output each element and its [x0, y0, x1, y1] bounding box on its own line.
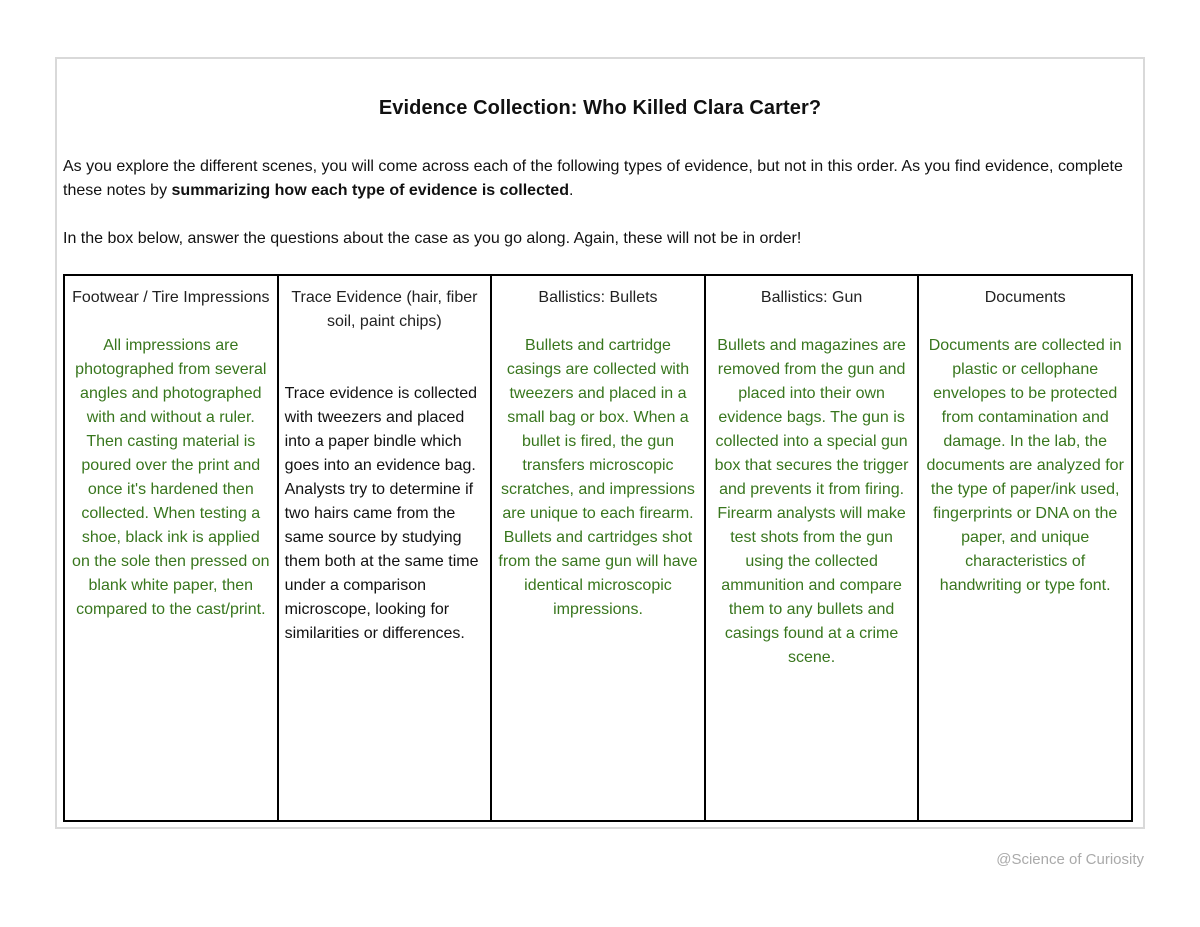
intro-instructions: In the box below, answer the questions about the case as you go along. Again, these will not be in order! — [63, 230, 802, 247]
worksheet-page — [55, 57, 1145, 829]
cell-spacer — [285, 334, 485, 382]
evidence-table — [63, 274, 1133, 822]
intro-paragraph — [63, 155, 1123, 203]
cell-footwear[interactable] — [64, 275, 278, 821]
credit-watermark: @Science of Curiosity — [996, 851, 1144, 868]
cell-ballistics-gun[interactable] — [705, 275, 919, 821]
intro-bold-text: summarizing how each type of evidence is collected — [171, 182, 569, 199]
page-title: Evidence Collection: Who Killed Clara Carter? — [378, 97, 822, 119]
column-header: Ballistics: Gun — [760, 289, 863, 306]
table-row — [64, 275, 1132, 821]
cell-documents[interactable] — [918, 275, 1132, 821]
intro-text-1: As you explore the different scenes, you will come across each of the following types of evidence, but not in this order. As you find evidence, complete these notes by — [63, 158, 1123, 199]
intro-text-2: . — [568, 182, 574, 199]
answer-text: Documents are collected in plastic or cellophane envelopes to be protected from contamination and damage. In the lab, the documents are analyzed for the type of paper/ink used, fingerprints or DNA on the paper, and unique characteristics of handwriting or type font. — [926, 337, 1124, 594]
answer-text: Bullets and cartridge casings are collected with tweezers and placed in a small bag or box. When a bullet is fired, the gun transfers microscopic scratches, and impressions are unique to each firearm. Bullets and cartridges shot from the same gun will have identical microscopic impressions. — [498, 337, 698, 618]
answer-text: All impressions are photographed from several angles and photographed with and without a ruler. Then casting material is poured over the print and once it's hardened then collected. When testing a shoe, black ink is applied on the sole then pressed on blank white paper, then compared to the cast/print. — [72, 337, 270, 618]
cell-trace-evidence[interactable] — [278, 275, 492, 821]
column-header: Footwear / Tire Impressions — [72, 289, 270, 306]
column-header: Trace Evidence (hair, fiber soil, paint chips) — [291, 289, 478, 330]
answer-text: Trace evidence is collected with tweezers and placed into a paper bindle which goes into an evidence bag. Analysts try to determine if two hairs came from the same source by studying them both at the same time under a comparison microscope, looking for similarities or differences. — [284, 385, 479, 642]
column-header: Documents — [984, 289, 1066, 306]
cell-ballistics-bullets[interactable] — [491, 275, 705, 821]
column-header: Ballistics: Bullets — [538, 289, 658, 306]
answer-text: Bullets and magazines are removed from the gun and placed into their own evidence bags. The gun is collected into a special gun box that secures the trigger and prevents it from firing. Firearm analysts will make test shots from the gun using the collected ammunition and compare them to any bullets and casings found at a crime scene. — [714, 337, 909, 666]
